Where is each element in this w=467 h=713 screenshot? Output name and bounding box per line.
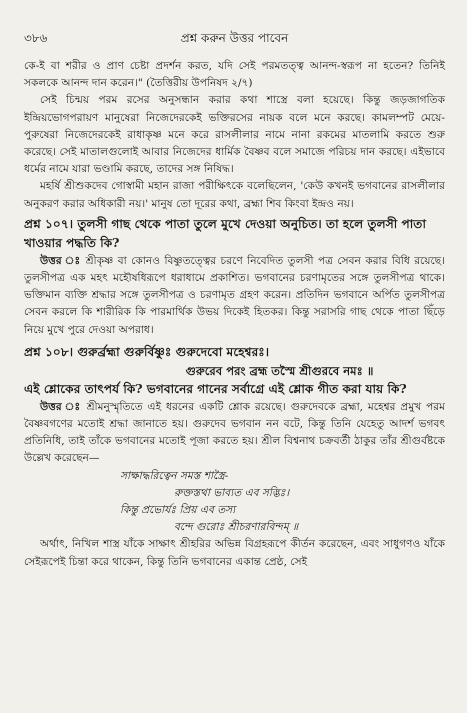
verse-line-4: বন্দে গুরোঃ শ্রীচরণারবিন্দম্ ॥	[174, 521, 299, 534]
sloka-line-2: গুরুরেব পরং ব্রহ্ম তস্মৈ শ্রীগুরবে নমঃ ॥	[185, 363, 374, 378]
question-108: এই শ্লোকের তাৎপর্য কি? ভগবানের গানের সর্বাগ্রে এই শ্লোক গীত করা যায় কি?	[24, 381, 407, 396]
running-title: প্রশ্ন করুন উত্তর পাবেন	[180, 31, 289, 45]
verse-line-2: রুক্তস্তথা ভাব্যত এব সদ্ভিঃ।	[174, 486, 290, 499]
answer-label: উত্তর ঃ	[40, 254, 82, 267]
sloka-line-1: গুরুর্ব্রহ্মা গুরুর্বিষ্ণুঃ গুরুদেবো মহেশ্বরঃ।	[77, 344, 270, 359]
paragraph-3: মহর্ষি শ্রীশুকদেব গোস্বামী মহান রাজা পরীক্ষিৎকে বলেছিলেন, 'কেউ কখনই ভগবানের রাসলীলার অনুকরণ করার অধিকারী নয়।' মানুষ তো দূরের কথা, ব্রহ্মা শিব কিংবা ইন্দ্রও নয়।	[24, 180, 445, 210]
paragraph-1: কে-ই বা শরীর ও প্রাণ চেষ্টা প্রদর্শন করত, যদি সেই পরমতত্ত্ব আনন্দ-স্বরূপ না হতেন? তিনিই সকলকে আনন্দ দান করেন।" (তৈত্তিরীয় উপনিষদ ২/৭)	[24, 60, 445, 90]
page-body	[24, 58, 445, 571]
question-108-number: প্রশ্ন ১০৮।	[24, 344, 74, 359]
question-108-heading	[24, 343, 445, 362]
paragraph-last: অর্থাৎ, নিখিল শাস্ত্র যাঁকে সাক্ষাৎ শ্রীহরির অভিন্ন বিগ্রহরূপে কীর্তন করেছেন, এবং সাধুগণও যাঁকে সেইরূপেই চিন্তা করে থাকেন, কিন্তু তিনি ভগবানের একান্ত প্রেষ্ঠ, সেই	[24, 538, 445, 568]
verse-line-3: কিন্তু প্রভোর্যঃ প্রিয় এব তস্য	[120, 504, 236, 517]
question-107: প্রশ্ন ১০৭। তুলসী গাছ থেকে পাতা তুলে মুখে দেওয়া অনুচিত। তা হলে তুলসী পাতা খাওয়ার পদ্ধতি কি?	[24, 216, 426, 250]
page-number: ৩৮৬	[24, 31, 48, 45]
answer-label: উত্তর ঃ	[40, 400, 82, 413]
paragraph-2: সেই চিন্ময় পরম রসের অনুসন্ধান করার কথা শাস্ত্রে বলা হয়েছে। কিন্তু জড়জাগতিক ইন্দ্রিয়ভোগপরায়ণ মানুষেরা নিজেদেরকেই ভক্তিরসের নায়ক বলে মনে করছে। কামলম্পট মেয়ে-পুরুষেরা নিজেদেরকেই রাধাকৃষ্ণ মনে করে রাসলীলার নামে নানা রকমের মাতলামি করতে শুরু করেছে। সেই মাতালগুলোই আবার নিজেদের ধার্মিক বৈষ্ণব বলে সমাজে পরিচয় দান করছে। এইভাবে ধর্মের নামে যারা ভণ্ডামি করছে, তাদের সঙ্গ নিষিদ্ধ।	[24, 94, 445, 176]
verse-line-1: সাক্ষাদ্ধরিত্বেন সমস্ত শাস্ত্রৈ-	[120, 469, 229, 482]
answer-108	[24, 399, 445, 468]
answer-107-text: শ্রীকৃষ্ণ বা কোনও বিষ্ণুতত্ত্বের চরণে নিবেদিত তুলসী পত্র সেবন করার বিধি রয়েছে। তুলসীপত্র এক মহৎ মহৌষধিরূপে ধরাধামে প্রকাশিত। ভগবানের চরণামৃতের সঙ্গে তুলসীপত্র থাকে। ভক্তিমান ব্যক্তি শ্রদ্ধার সঙ্গে তুলসীপত্র ও চরণামৃত গ্রহণ করেন। প্রতিদিন ভগবানে অর্পিত তুলসীপত্র সেবন করলে কি শারীরিক কি পারমার্থিক উভয় দিকেই হিতকর। কিন্তু সরাসরি গাছ থেকে পাতা ছিঁড়ে নিয়ে মুখে পুরে দেওয়া অপরাধ।	[24, 254, 445, 336]
answer-108-text: শ্রীমনুস্মৃতিতে এই ধরনের একটি শ্লোক রয়েছে। গুরুদেবকে ব্রহ্মা, মহেশ্বর প্রমুখ পরম বৈষ্ণবগণের মতোই শ্রদ্ধা জানাতে হয়। গুরুদেব ভগবান নন বটে, কিন্তু তিনি যেহেতু আদর্শ ভগবৎ প্রতিনিধি, তাই তাঁকে ভগবানের মতোই পূজা করতে হয়। শ্রীল বিশ্বনাথ চক্রবর্তী ঠাকুর তাঁর শ্রীগুর্বষ্টকে উল্লেখ করেছেন—	[24, 400, 445, 465]
page-header	[24, 30, 445, 48]
answer-107	[24, 253, 445, 339]
